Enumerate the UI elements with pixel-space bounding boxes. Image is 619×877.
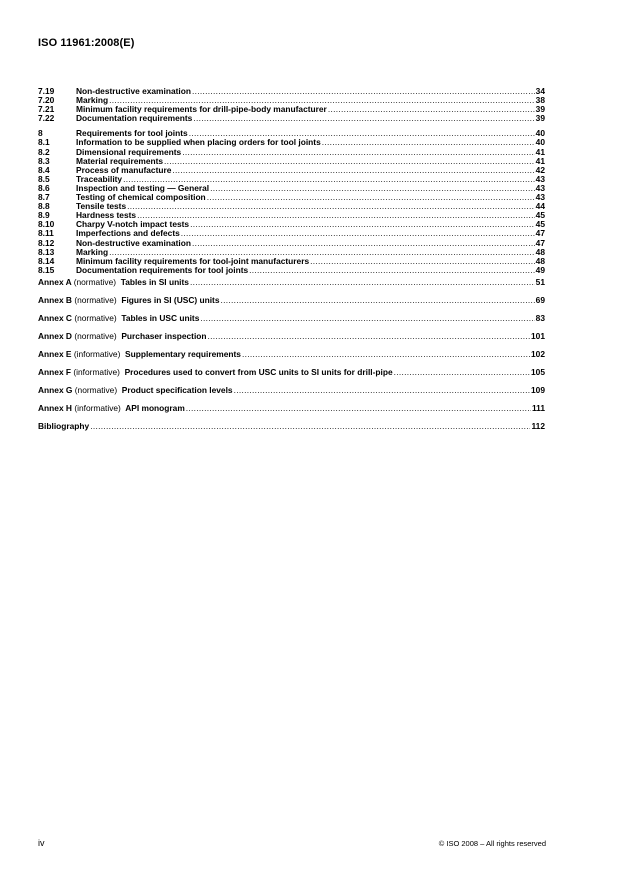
annex-kind: (normative) [73,276,117,287]
toc-entry-page: 44 [535,201,545,212]
annex-title: API monogram [125,402,185,413]
toc-entry-title: Minimum facility requirements for tool-joint manufacturers [76,255,310,266]
toc-entry-page: 40 [535,137,545,148]
dot-leader [172,166,534,175]
annex-page: 101 [531,330,545,341]
toc-entry-page: 43 [535,192,545,203]
toc-entry-title: Testing of chemical composition [76,192,206,203]
toc-entry[interactable] [38,114,545,123]
toc-entry-page: 45 [535,219,545,230]
toc-annex-entry[interactable] [38,386,545,397]
toc-entry[interactable] [38,87,545,96]
toc-entry-number: 8.4 [38,164,50,175]
toc-entry-title: Imperfections and defects [76,228,180,239]
toc-annex-entry[interactable] [38,404,545,415]
toc-entry-title: Process of manufacture [76,164,172,175]
dot-leader [221,296,535,305]
dot-leader [137,211,535,220]
table-of-contents [38,87,545,433]
dot-leader [192,239,535,248]
toc-entry-number: 8.8 [38,201,50,212]
document-id: ISO 11961:2008(E) [38,37,135,49]
annex-page: 111 [531,402,545,413]
toc-entry-page: 48 [535,246,545,257]
toc-entry-number: 8 [38,128,43,139]
annex-kind: (informative) [74,402,121,413]
toc-entry-number: 8.14 [38,255,55,266]
dot-leader [234,386,530,395]
toc-annex-entry[interactable] [38,368,545,379]
annex-page: 109 [531,384,545,395]
page-number: iv [38,838,45,848]
toc-entry-title: Requirements for tool joints [76,128,188,139]
toc-entry-title: Marking [76,95,109,106]
toc-entry-page: 47 [535,228,545,239]
annex-title: Tables in SI units [120,276,189,287]
dot-leader [210,184,535,193]
dot-leader [181,229,535,238]
bibliography-page: 112 [531,420,545,431]
bibliography-title: Bibliography [38,420,90,431]
dot-leader [182,148,534,157]
toc-entry-number: 8.6 [38,182,50,193]
toc-entry-page: 34 [535,86,545,96]
dot-leader [200,314,534,323]
annex-label: Annex C [38,312,72,323]
toc-entry-number: 7.20 [38,95,55,106]
toc-entry-number: 8.13 [38,246,55,257]
toc-entry-number: 7.19 [38,86,55,96]
toc-entry-page: 41 [535,146,545,157]
dot-leader [186,404,531,413]
toc-entry-number: 8.3 [38,155,50,166]
toc-entry-page: 38 [535,95,545,106]
toc-entry-title: Traceability [76,173,123,184]
toc-annex-entry[interactable] [38,278,545,289]
dot-leader [207,193,535,202]
toc-entry-number: 8.15 [38,264,55,275]
dot-leader [193,114,534,123]
annex-label: Annex A [38,276,72,287]
annex-title: Procedures used to convert from USC units to SI units for drill-pipe [124,366,393,377]
toc-entry-title: Marking [76,246,109,257]
dot-leader [208,332,531,341]
toc-entry-page: 42 [535,164,545,175]
dot-leader [90,422,530,431]
toc-annex-entry[interactable] [38,296,545,307]
toc-entry-page: 40 [535,128,545,139]
toc-entry-title: Inspection and testing — General [76,182,210,193]
toc-entry[interactable] [38,239,545,248]
annex-title: Purchaser inspection [121,330,207,341]
toc-entry-title: Minimum facility requirements for drill-pipe-body manufacturer [76,104,327,115]
dot-leader [394,368,530,377]
annex-label: Annex H [38,402,72,413]
toc-entry-number: 8.9 [38,210,50,221]
annex-page: 105 [531,366,545,377]
copyright-notice: © ISO 2008 – All rights reserved [438,839,546,848]
annex-kind: (informative) [73,348,121,359]
annex-kind: (normative) [74,294,117,305]
toc-entry-page: 43 [535,173,545,184]
annex-title: Tables in USC units [121,312,200,323]
toc-entry-title: Documentation requirements for tool joints [76,264,249,275]
toc-entry-number: 7.21 [38,104,55,115]
toc-entry-number: 8.11 [38,228,54,239]
toc-entry-page: 39 [535,104,545,115]
toc-entry-title: Non-destructive examination [76,237,191,248]
annex-kind: (normative) [74,384,118,395]
toc-entry-number: 8.2 [38,146,50,157]
toc-entry-page: 43 [535,182,545,193]
toc-annex-entry[interactable] [38,350,545,361]
toc-entry-title: Hardness tests [76,210,137,221]
toc-entry-page: 47 [535,237,545,248]
annex-page: 69 [535,294,545,305]
toc-entry-number: 8.10 [38,219,55,230]
toc-entry-title: Material requirements [76,155,164,166]
annex-page: 102 [531,348,545,359]
annex-kind: (normative) [74,330,117,341]
annex-kind: (normative) [74,312,117,323]
toc-entry-title: Tensile tests [76,201,127,212]
annex-title: Figures in SI (USC) units [121,294,220,305]
annex-label: Annex B [38,294,72,305]
toc-group-8 [38,129,545,275]
toc-entry-page: 41 [535,155,545,166]
toc-entry-title: Charpy V-notch impact tests [76,219,190,230]
toc-entry-page: 39 [535,113,545,124]
dot-leader [310,257,535,266]
toc-entry-number: 8.12 [38,237,55,248]
dot-leader [328,105,535,114]
toc-entry-number: 7.22 [38,113,55,124]
annex-label: Annex D [38,330,72,341]
annex-kind: (informative) [73,366,120,377]
toc-entry-number: 8.5 [38,173,50,184]
toc-annex-entry[interactable] [38,332,545,343]
toc-entry[interactable] [38,266,545,275]
toc-group-7 [38,87,545,123]
annex-page: 51 [535,276,545,287]
dot-leader [242,350,530,359]
toc-entry-title: Non-destructive examination [76,86,191,96]
toc-entry-title: Documentation requirements [76,113,193,124]
dot-leader [192,87,535,96]
toc-entry-number: 8.7 [38,192,50,203]
annex-label: Annex F [38,366,72,377]
dot-leader [249,266,535,275]
annex-title: Supplementary requirements [125,348,241,359]
dot-leader [190,278,535,287]
dot-leader [164,157,535,166]
toc-entry-title: Information to be supplied when placing orders for tool joints [76,137,321,148]
toc-annexes [38,278,545,433]
annex-title: Product specification levels [121,384,233,395]
toc-bibliography-entry[interactable] [38,422,545,433]
annex-label: Annex E [38,348,72,359]
annex-page: 83 [535,312,545,323]
dot-leader [322,138,535,147]
toc-annex-entry[interactable] [38,314,545,325]
dot-leader [127,202,535,211]
toc-entry-page: 45 [535,210,545,221]
toc-entry-page: 48 [535,255,545,266]
toc-entry-title: Dimensional requirements [76,146,182,157]
toc-entry-number: 8.1 [38,137,50,148]
toc-entry-page: 49 [535,264,545,275]
dot-leader [190,220,535,229]
annex-label: Annex G [38,384,73,395]
